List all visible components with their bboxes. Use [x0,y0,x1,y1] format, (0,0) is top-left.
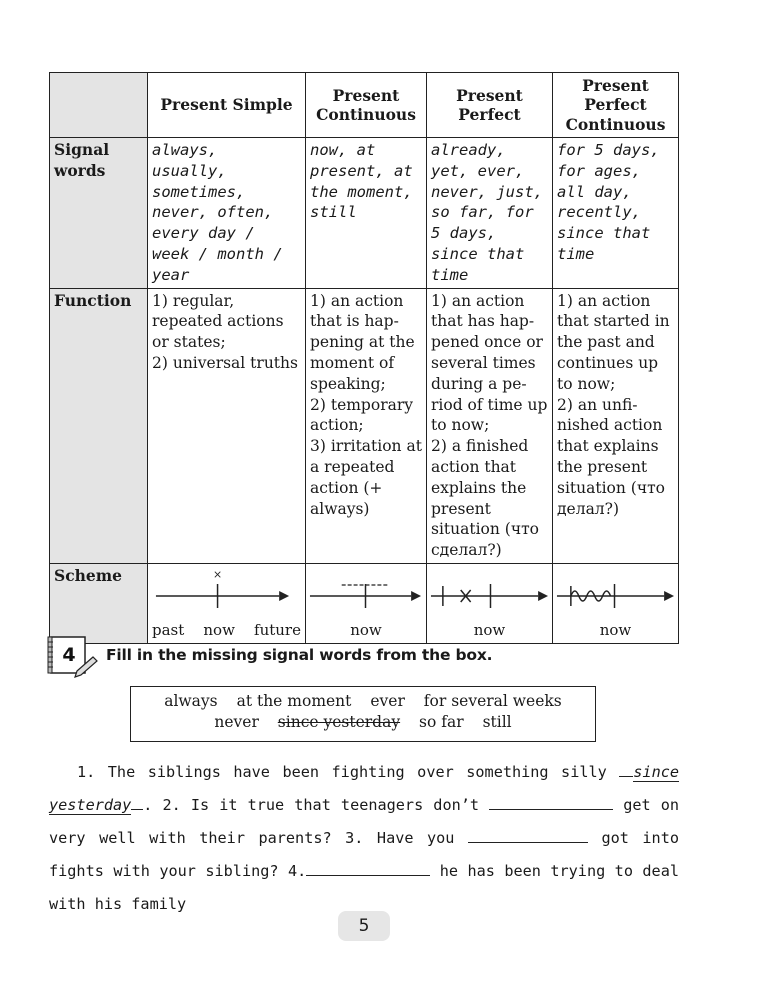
svg-text:×: × [212,567,223,581]
scheme-labels-simple [148,620,305,641]
label-future: future [254,621,301,640]
header-present-simple: Present Simple [148,73,306,138]
word-always: always [164,692,218,710]
table-row-function [50,288,679,563]
word-still: still [482,713,512,731]
blank-2[interactable] [489,795,613,810]
word-for-several-weeks: for several weeks [423,692,562,710]
scheme-label-perfect-continuous: now [599,621,632,640]
header-empty [50,73,148,138]
notebook-pencil-icon [47,633,99,679]
table-header-row [50,73,679,138]
exercise-instruction: Fill in the missing signal words from the box. [106,646,493,664]
word-at-the-moment: at the moment [236,692,352,710]
header-present-continuous: Present Continuous [306,73,427,138]
page-number: 5 [338,911,390,941]
signal-words-present-perfect: already, yet, ever, never, just, so far, for 5 days, since that time [427,138,553,289]
word-box-row-2 [131,712,595,733]
grammar-table [49,72,679,644]
word-box [130,686,596,742]
sentence-2-text: . 2. Is it true that teenagers don’t [143,796,490,814]
row-label-function: Function [50,288,148,563]
sentence-3b-text: got into fights with your sibling? 4. [49,829,679,880]
function-present-simple: 1) regular, repeated actions or states; 2) universal truths [148,288,306,563]
word-ever: ever [370,692,405,710]
sentence-4b-text: he has been trying to deal with his family [49,862,679,913]
sentence-1-text: 1. The siblings have been fighting over something silly [77,763,620,781]
answer-1[interactable]: since yesterday [49,763,679,814]
scheme-present-continuous [306,563,427,643]
function-present-continuous: 1) an action that is hap-pening at the moment of speaking; 2) temporary action; 3) irritation at a repeated action (+ always) [306,288,427,563]
signal-words-present-continuous: now, at present, at the moment, still [306,138,427,289]
word-so-far: so far [419,713,464,731]
word-never: never [214,713,259,731]
blank-4[interactable] [306,861,430,876]
timeline-simple-diagram [148,564,305,616]
timeline-perfect-continuous-diagram [553,564,678,616]
timeline-perfect-diagram [427,564,552,616]
table-row-signal-words [50,138,679,289]
scheme-label-continuous: now [350,621,382,640]
function-present-perfect: 1) an action that has hap-pened once or several times during a pe-riod of time up to now; 2) a finished action that explains the present situation (что сделал?) [427,288,553,563]
row-label-scheme: Scheme [50,563,148,643]
header-present-perfect-continuous: Present Perfect Continuous [553,73,679,138]
scheme-present-perfect [427,563,553,643]
signal-words-present-simple: always, usually, sometimes, never, often, every day / week / month / year [148,138,306,289]
label-now: now [203,621,235,640]
function-present-perfect-continuous: 1) an action that started in the past and continues up to now; 2) an unfi-nished action that explains the present situation (что делал?) [553,288,679,563]
exercise-number: 4 [62,644,76,666]
word-since-yesterday-used: since yesterday [277,713,401,731]
scheme-label-perfect: now [473,621,506,640]
exercise-text [49,756,679,921]
signal-words-present-perfect-continuous: for 5 days, for ages, all day, recently, since that time [553,138,679,289]
blank-3[interactable] [468,828,588,843]
row-label-signal-words: Signal words [50,138,148,289]
header-present-perfect: Present Perfect [427,73,553,138]
word-box-row-1 [131,691,595,712]
table-row-scheme [50,563,679,643]
scheme-present-simple [148,563,306,643]
sentence-2b-text: get on very well with their parents? 3. Have you [49,796,679,847]
label-past: past [152,621,185,640]
scheme-present-perfect-continuous [553,563,679,643]
timeline-continuous-diagram [306,564,426,616]
